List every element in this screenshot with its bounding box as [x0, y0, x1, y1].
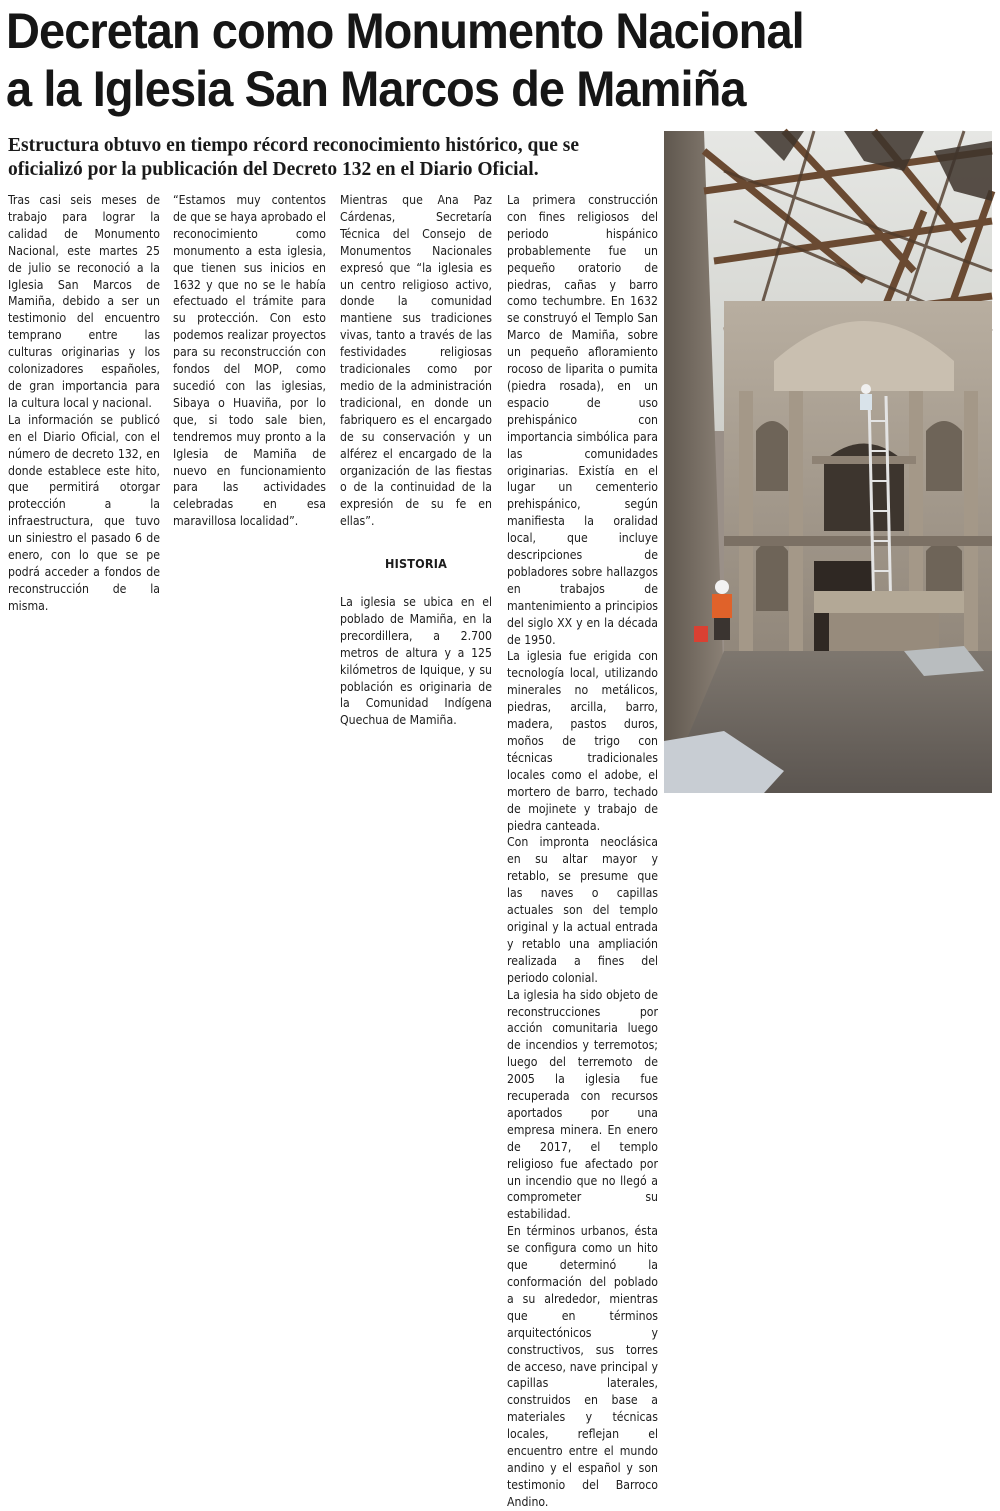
article-column-4: [507, 192, 658, 1509]
headline-line-1: Decretan como Monumento Nacional: [6, 3, 804, 59]
paragraph-primera-construccion: La primera construcción con fines religiosos del periodo hispánico probablemente fue un pequeño oratorio de piedras, cañas y barro como techumbre. En 1632 se construyó el Templo San Marco de Mamiña, sobre un pequeño afloramiento rocoso de liparita o pumita (piedra rosada), en un espacio de uso prehispánico con importancia simbólica para las comunidades originarias. Existía en el lugar un cementerio prehispánico, según manifiesta la oralidad local, que incluye descripciones de pobladores sobre hallazgos en trabajos de mantenimiento a principios del siglo XX y en la década de 1950.: [507, 193, 658, 647]
article-column-1: [8, 192, 160, 795]
paragraph-neoclasica: Con impronta neoclásica en su altar mayor y retablo, se presume que las naves o capillas actuales son del templo original y la actual entrada y retablo una ampliación realizada a fines del periodo colonial.: [507, 835, 658, 985]
article-column-2: [173, 192, 326, 795]
headline-line-2: a la Iglesia San Marcos de Mamiña: [6, 61, 746, 117]
paragraph-quote-mop: “Estamos muy contentos de que se haya aprobado el reconocimiento como monumento a esta iglesia, que tienen sus inicios en 1632 y que no se le había efectuado el trámite para su protección. Con esto podemos realizar proyectos para su reconstrucción con fondos del MOP, como sucedió con las iglesias, Sibaya o Huaviña, por lo que, si todo sale bien, tendremos muy pronto a la Iglesia de Mamiña de nuevo en funcionamiento para las actividades celebradas en esa maravillosa localidad”.: [173, 193, 326, 529]
headline: [6, 2, 937, 118]
paragraph-terminos-urbanos: En términos urbanos, ésta se configura como un hito que determinó la conformación del poblado a su alrededor, mientras que en términos arquitectónicos y constructivos, sus torres de acceso, nave principal y capillas laterales, construidos en base a materiales y técnicas locales, reflejan el encuentro entre el mundo andino y el español y son testimonio del Barroco Andino.: [507, 1224, 658, 1509]
paragraph-quote-consejo: Mientras que Ana Paz Cárdenas, Secretaría Técnica del Consejo de Monumentos Nacionales expresó que “la iglesia es un centro religioso activo, donde la comunidad mantiene sus tradiciones vivas, tanto a través de las festividades religiosas tradicionales como por medio de la administración tradicional, en donde un fabriquero es el encargado de su conservación y un alférez el encargado de la organización de las fiestas o de la continuidad de la expresión de su fe en ellas”.: [340, 193, 492, 529]
subheadline: Estructura obtuvo en tiempo récord reconocimiento histórico, que se oficializó por la publicación del Decreto 132 en el Diario Oficial.: [8, 135, 580, 180]
paragraph-tecnologia-local: La iglesia fue erigida con tecnología local, utilizando minerales no metálicos, piedras, arcilla, barro, madera, pastos duros, moños de trigo con técnicas tradicionales locales como el adobe, el mortero de barro, techado de mojinete y trabajo de piedra canteada.: [507, 649, 658, 833]
section-heading-historia: HISTORIA: [384, 556, 448, 572]
paragraph-reconstrucciones: La iglesia ha sido objeto de reconstrucciones por acción comunitaria luego de incendios y terremotos; luego del terremoto de 2005 la iglesia fue recuperada con recursos aportados por una empresa minera. En enero de 2017, el templo religioso fue afectado por un incendio que no llegó a comprometer su estabilidad.: [507, 987, 658, 1222]
paragraph-diario-oficial: La información se publicó en el Diario Oficial, con el número de decreto 132, en donde establece este hito, que permitirá otorgar protección a la infraestructura, que tuvo un siniestro el pasado 6 de enero, con lo que se pe podrá acceder a fondos de reconstrucción de la misma.: [8, 412, 160, 613]
paragraph-intro: Tras casi seis meses de trabajo para lograr la calidad de Monumento Nacional, este martes 25 de julio se reconoció a la Iglesia San Marcos de Mamiña, debido a ser un testimonio del encuentro temprano entre las culturas originarias y los colonizadores españoles, de gran importancia para la cultura local y nacional.: [8, 193, 160, 410]
article-column-3: [340, 192, 492, 795]
church-interior-photo: [664, 131, 992, 793]
paragraph-ubicacion: La iglesia se ubica en el poblado de Mamiña, en la precordillera, a 2.700 metros de altura y a 125 kilómetros de Iquique, y su población es originaria de la Comunidad Indígena Quechua de Mamiña.: [340, 595, 492, 728]
